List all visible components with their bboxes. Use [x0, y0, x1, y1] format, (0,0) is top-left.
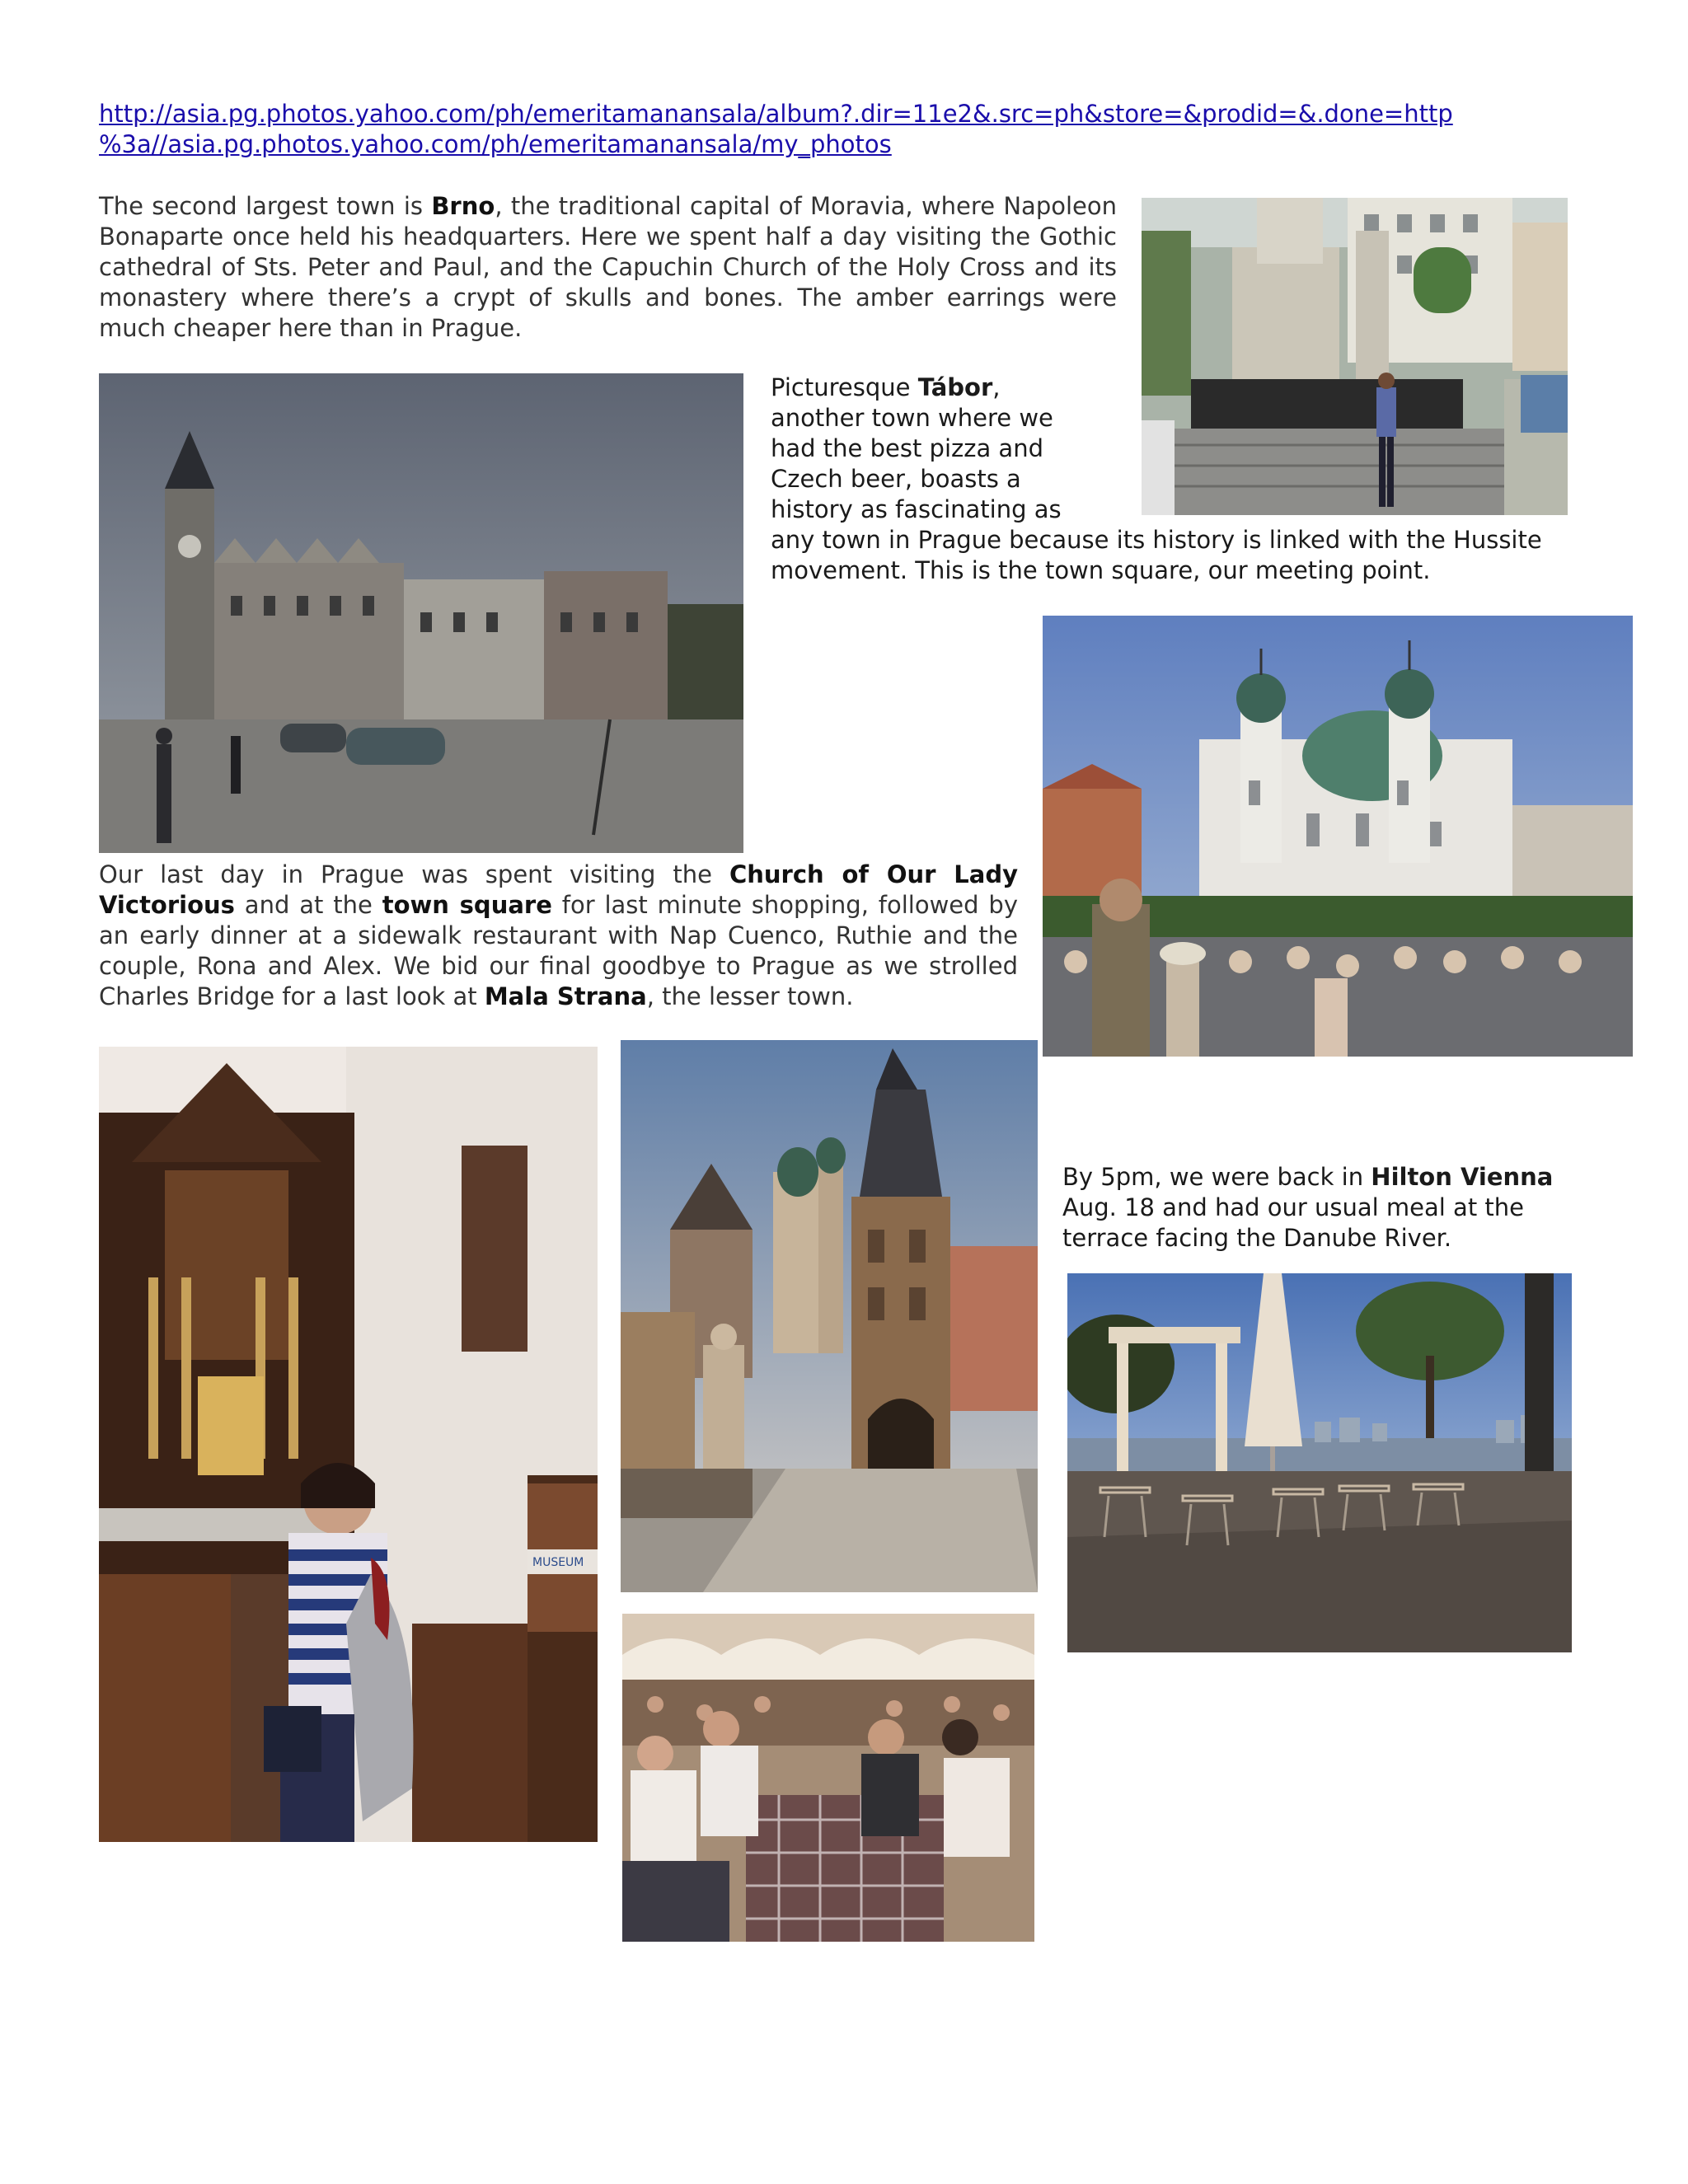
church-name-bold: Church of Our Lady Victorious [99, 860, 1018, 919]
album-link-line-1[interactable]: http://asia.pg.photos.yahoo.com/ph/emeritamanansala/album?.dir=11e2&.src=ph&store=&prodid=&.done=http [99, 100, 1453, 128]
church-interior-photo [99, 1047, 598, 1842]
brno-bold: Brno [431, 192, 495, 220]
brno-paragraph: The second largest town is Brno, the traditional capital of Moravia, where Napoleon Bonaparte once held his headquarters. Here we spent half a day visiting the Gothic cathedral of Sts. Peter and Paul, and the Capuchin Church of the Holy Cross and its monastery where there’s a crypt of skulls and bones. The amber earrings were much cheaper here than in Prague. [99, 192, 1117, 342]
museum-sign: MUSEUM [532, 1556, 584, 1569]
mala-strana-bold: Mala Strana [484, 982, 647, 1010]
tabor-bold: Tábor [917, 373, 993, 401]
sidewalk-restaurant-photo [622, 1614, 1034, 1942]
last-day-paragraph: Our last day in Prague was spent visiting the Church of Our Lady Victorious and at the town square for last minute shopping, followed by an early dinner at a sidewalk restaurant with Nap Cuenco, Ruthie and the couple, Rona and Alex. We bid our final goodbye to Prague as we strolled Charles Bridge for a last look at Mala Strana, the lesser town. [99, 860, 1018, 1010]
tabor-paragraph: Picturesque Tábor, another town where we had the best pizza and Czech beer, boasts a history as fascinating as any town in Prague because its history is linked with the Hussite movement. This is the town square, our meeting point. [771, 373, 1542, 584]
charles-bridge-tower-photo [621, 1040, 1038, 1592]
danube-terrace-photo [1067, 1273, 1572, 1652]
town-square-bold: town square [382, 891, 552, 919]
album-link-line-2[interactable]: %3a//asia.pg.photos.yahoo.com/ph/emeritamanansala/my_photos [99, 130, 892, 158]
hilton-vienna-bold: Hilton Vienna [1371, 1163, 1554, 1191]
prague-church-photo [1043, 616, 1633, 1057]
vienna-paragraph: By 5pm, we were back in Hilton Vienna Aug. 18 and had our usual meal at the terrace facing the Danube River. [1062, 1163, 1554, 1252]
tabor-town-square-photo [99, 373, 743, 853]
